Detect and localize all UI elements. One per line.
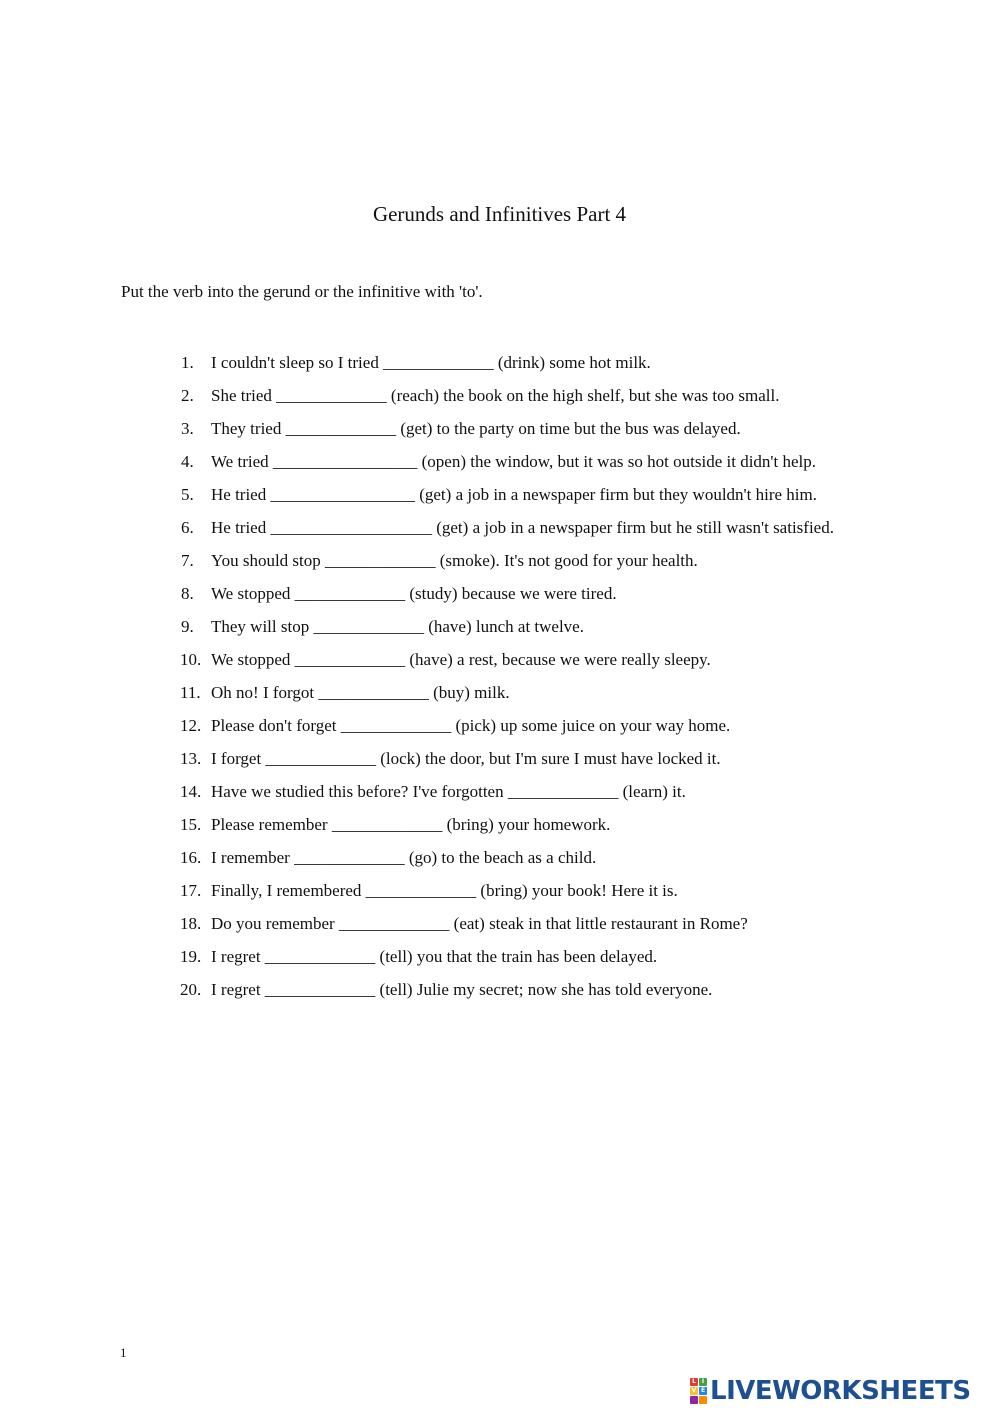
logo-mark-tile: E — [700, 1387, 706, 1394]
instruction-text: Put the verb into the gerund or the infinitive with 'to'. — [121, 282, 483, 301]
exercise-item — [174, 875, 854, 906]
exercise-item — [174, 545, 854, 576]
exercise-text: You should stop _____________ (smoke). It's not good for your health. — [211, 551, 698, 570]
exercise-text: I regret _____________ (tell) you that the train has been delayed. — [211, 947, 658, 966]
exercise-text: Finally, I remembered _____________ (bring) your book! Here it is. — [211, 881, 678, 900]
exercise-text: Please don't forget _____________ (pick) up some juice on your way home. — [211, 716, 731, 735]
exercise-item — [174, 743, 854, 774]
logo-mark-tile: I — [699, 1378, 707, 1386]
exercise-number: 20. — [180, 980, 202, 999]
exercise-item — [174, 908, 854, 939]
exercise-number: 18. — [180, 914, 202, 933]
exercise-number: 4. — [181, 452, 194, 471]
page-number: 1 — [120, 1345, 127, 1360]
exercise-text: She tried _____________ (reach) the book on the high shelf, but she was too small. — [211, 386, 780, 405]
exercise-number: 6. — [181, 518, 194, 537]
exercise-text: We stopped _____________ (study) because we were tired. — [211, 584, 617, 603]
exercise-item — [174, 479, 854, 510]
exercise-text: I regret _____________ (tell) Julie my secret; now she has told everyone. — [211, 980, 713, 999]
exercise-item — [174, 776, 854, 807]
exercise-item — [174, 512, 854, 543]
exercise-item — [174, 380, 854, 411]
exercise-item — [174, 677, 854, 708]
exercise-number: 17. — [180, 881, 202, 900]
exercise-number: 3. — [181, 419, 194, 438]
exercise-number: 10. — [180, 650, 202, 669]
exercise-item — [174, 446, 854, 477]
exercise-number: 9. — [181, 617, 194, 636]
exercise-number: 8. — [181, 584, 194, 603]
exercise-item — [174, 347, 854, 378]
exercise-number: 19. — [180, 947, 202, 966]
page-title: Gerunds and Infinitives Part 4 — [372, 202, 627, 226]
exercise-item — [174, 413, 854, 444]
exercise-item — [174, 710, 854, 741]
exercise-number: 11. — [180, 683, 201, 702]
exercise-text: Please remember _____________ (bring) your homework. — [211, 815, 611, 834]
exercise-text: We stopped _____________ (have) a rest, because we were really sleepy. — [211, 650, 711, 669]
exercise-number: 16. — [180, 848, 202, 867]
logo-mark-tile — [699, 1396, 707, 1404]
exercise-text: They tried _____________ (get) to the party on time but the bus was delayed. — [211, 419, 741, 438]
exercise-text: I couldn't sleep so I tried _____________ (drink) some hot milk. — [211, 353, 651, 372]
exercise-text: Oh no! I forgot _____________ (buy) milk. — [211, 683, 510, 702]
exercise-number: 12. — [180, 716, 202, 735]
exercise-item — [174, 644, 854, 675]
exercise-number: 1. — [181, 353, 194, 372]
exercise-item — [174, 941, 854, 972]
logo-text: LIVEWORKSHEETS — [710, 1376, 971, 1406]
exercise-number: 2. — [181, 386, 194, 405]
exercise-text: Have we studied this before? I've forgotten _____________ (learn) it. — [211, 782, 686, 801]
exercise-number: 14. — [180, 782, 202, 801]
exercise-list — [174, 347, 854, 1007]
exercise-number: 15. — [180, 815, 202, 834]
liveworksheets-logo[interactable] — [690, 1375, 971, 1407]
exercise-item — [174, 611, 854, 642]
exercise-item — [174, 842, 854, 873]
exercise-text: He tried _________________ (get) a job in a newspaper firm but they wouldn't hire him. — [211, 485, 817, 504]
exercise-text: We tried _________________ (open) the window, but it was so hot outside it didn't help. — [211, 452, 816, 471]
exercise-text: I remember _____________ (go) to the beach as a child. — [211, 848, 597, 867]
logo-mark-tile: V — [691, 1387, 697, 1394]
exercise-text: He tried ___________________ (get) a job in a newspaper firm but he still wasn't satisfied. — [211, 518, 834, 537]
exercise-number: 5. — [181, 485, 194, 504]
exercise-number: 7. — [181, 551, 194, 570]
exercise-text: Do you remember _____________ (eat) steak in that little restaurant in Rome? — [211, 914, 748, 933]
exercise-item — [174, 809, 854, 840]
logo-mark-tile — [690, 1396, 698, 1404]
exercise-text: I forget _____________ (lock) the door, but I'm sure I must have locked it. — [211, 749, 721, 768]
exercise-item — [174, 578, 854, 609]
exercise-text: They will stop _____________ (have) lunch at twelve. — [211, 617, 584, 636]
exercise-number: 13. — [180, 749, 202, 768]
logo-mark-icon — [690, 1378, 707, 1404]
exercise-item — [174, 974, 854, 1005]
logo-mark-tile: L — [690, 1378, 698, 1386]
